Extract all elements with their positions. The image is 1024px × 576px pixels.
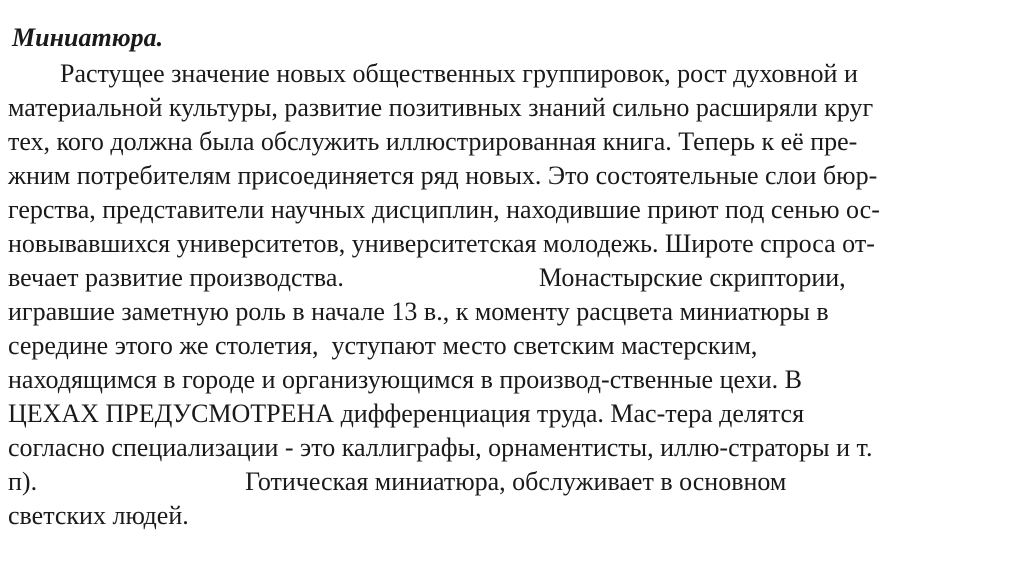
text-line: п). Готическая миниатюра, обслуживает в основном [8,467,787,496]
section-heading: Миниатюра. [12,23,164,52]
text-line: согласно специализации - это каллиграфы, орнаментисты, иллю-страторы и т. [8,433,873,462]
text-line: ЦЕХАХ ПРЕДУСМОТРЕНА дифференциация труда. Мас-тера делятся [8,399,805,428]
text-line: тех, кого должна была обслужить иллюстрированная книга. Теперь к её пре- [8,127,858,156]
text-line: материальной культуры, развитие позитивных знаний сильно расширяли круг [8,93,874,122]
text-line: жним потребителям присоединяется ряд новых. Это состоятельные слои бюр- [8,161,878,190]
text-line: герства, представители научных дисциплин, находившие приют под сенью ос- [8,195,880,224]
text-line: находящимся в городе и организующимся в производ-ственные цехи. В [8,365,802,394]
text-line: новывавшихся университетов, университетская молодежь. Широте спроса от- [8,229,875,258]
text-line: светских людей. [8,501,189,530]
text-line: вечает развитие производства. Монастырские скриптории, [8,263,846,292]
text-line: игравшие заметную роль в начале 13 в., к моменту расцвета миниатюры в [8,297,829,326]
text-line: Растущее значение новых общественных группировок, рост духовной и [8,59,858,88]
text-line: середине этого же столетия, уступают место светским мастерским, [8,331,758,360]
